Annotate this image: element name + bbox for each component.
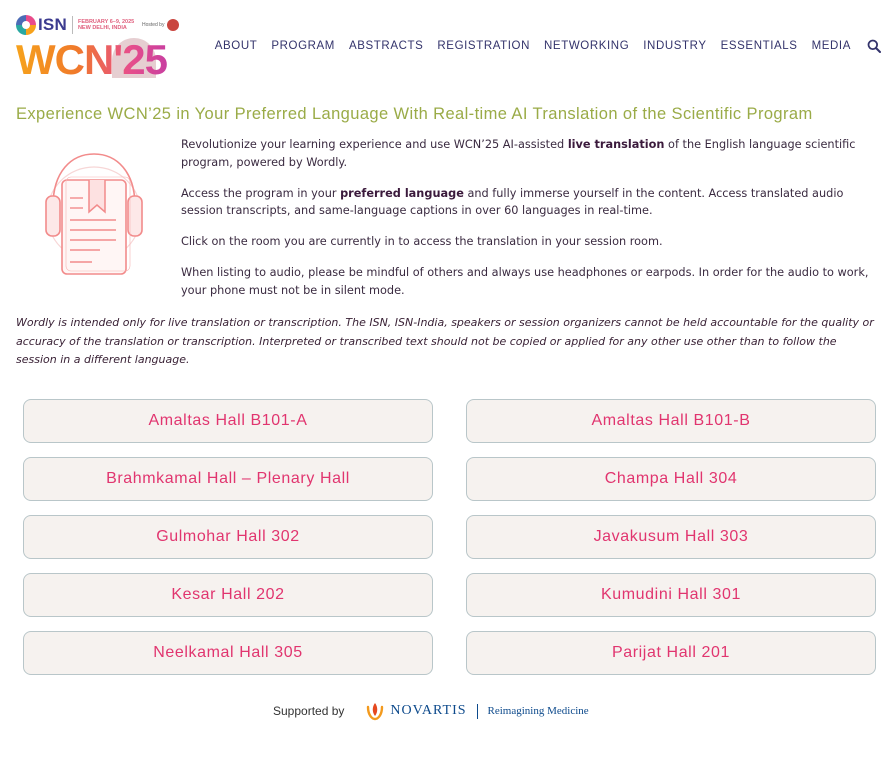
intro-p1-text: Revolutionize your learning experience and use WCN’25 AI-assisted xyxy=(181,138,568,151)
main-nav xyxy=(201,38,881,54)
room-button-kumudini-301[interactable]: Kumudini Hall 301 xyxy=(466,573,876,617)
wcn-wordmark: WCN'25 xyxy=(16,36,168,83)
room-button-brahmkamal-plenary[interactable]: Brahmkamal Hall – Plenary Hall xyxy=(23,457,433,501)
novartis-tagline: Reimagining Medicine xyxy=(487,705,589,717)
logo-hosted-by: Hosted by xyxy=(141,22,165,28)
intro-paragraph-1 xyxy=(181,136,876,171)
nav-networking[interactable]: NETWORKING xyxy=(544,40,630,52)
intro-text xyxy=(181,136,876,313)
logo-top-row xyxy=(16,14,179,36)
room-button-amaltas-b101-a[interactable]: Amaltas Hall B101-A xyxy=(23,399,433,443)
logo-date xyxy=(78,19,138,32)
nav-essentials[interactable]: ESSENTIALS xyxy=(720,40,798,52)
intro-paragraph-3: Click on the room you are currently in to access the translation in your session room. xyxy=(181,235,663,248)
room-button-champa-304[interactable]: Champa Hall 304 xyxy=(466,457,876,501)
disclaimer-text: Wordly is intended only for live translation or transcription. The ISN, ISN-India, speakers or session organizers cannot be held accountable for the quality or accuracy of the translation or transcription. Interpreted or transcribed text should not be copied or applied for any other use other than to follow the session in a different language. xyxy=(16,316,874,366)
intro-p2-bold: preferred language xyxy=(340,186,464,200)
intro-p1-bold: live translation xyxy=(567,138,665,151)
room-button-grid xyxy=(23,399,876,675)
wcn25-logo[interactable] xyxy=(16,14,186,84)
host-society-icon xyxy=(167,19,179,31)
intro-p1-text-end: of the English language scientific program, powered by Wordly. xyxy=(181,138,856,169)
page-headline: Experience WCN’25 in Your Preferred Language With Real-time AI Translation of the Scientific Program xyxy=(16,105,813,123)
isn-logo-icon xyxy=(16,15,36,35)
nav-program[interactable]: PROGRAM xyxy=(271,40,335,52)
search-icon[interactable] xyxy=(867,39,881,53)
novartis-flame-icon xyxy=(366,701,384,721)
nav-media[interactable]: MEDIA xyxy=(811,40,851,52)
isn-wordmark: ISN xyxy=(38,15,67,34)
sponsor-divider xyxy=(477,704,478,719)
sponsor-strip xyxy=(273,698,589,724)
intro-p2-text: Access the program in your xyxy=(181,186,341,200)
room-button-kesar-202[interactable]: Kesar Hall 202 xyxy=(23,573,433,617)
intro-paragraph-2 xyxy=(181,185,876,220)
nav-about[interactable]: ABOUT xyxy=(214,40,258,52)
nav-industry[interactable]: INDUSTRY xyxy=(643,40,707,52)
headphones-book-icon xyxy=(36,148,146,278)
logo-event-date: FEBRUARY 6–9, 2025 xyxy=(77,18,135,25)
novartis-wordmark: NOVARTIS xyxy=(390,703,467,718)
supported-by-label: Supported by xyxy=(273,704,345,718)
room-button-javakusum-303[interactable]: Javakusum Hall 303 xyxy=(466,515,876,559)
intro-p2-text-end: and fully immerse yourself in the content. Access translated audio session transcripts, and same-language captions in over 60 languages in real-time. xyxy=(181,186,844,217)
room-button-gulmohar-302[interactable]: Gulmohar Hall 302 xyxy=(23,515,433,559)
logo-event-city: NEW DELHI, INDIA xyxy=(77,25,127,31)
room-button-parijat-201[interactable]: Parijat Hall 201 xyxy=(466,631,876,675)
room-button-neelkamal-305[interactable]: Neelkamal Hall 305 xyxy=(23,631,433,675)
logo-divider xyxy=(72,16,73,34)
nav-abstracts[interactable]: ABSTRACTS xyxy=(348,40,424,52)
intro-paragraph-4: When listing to audio, please be mindful of others and always use headphones or earpods. In order for the audio to work, your phone must not be in silent mode. xyxy=(181,266,869,297)
site-header xyxy=(0,0,891,95)
room-button-amaltas-b101-b[interactable]: Amaltas Hall B101-B xyxy=(466,399,876,443)
nav-registration[interactable]: REGISTRATION xyxy=(437,40,531,52)
